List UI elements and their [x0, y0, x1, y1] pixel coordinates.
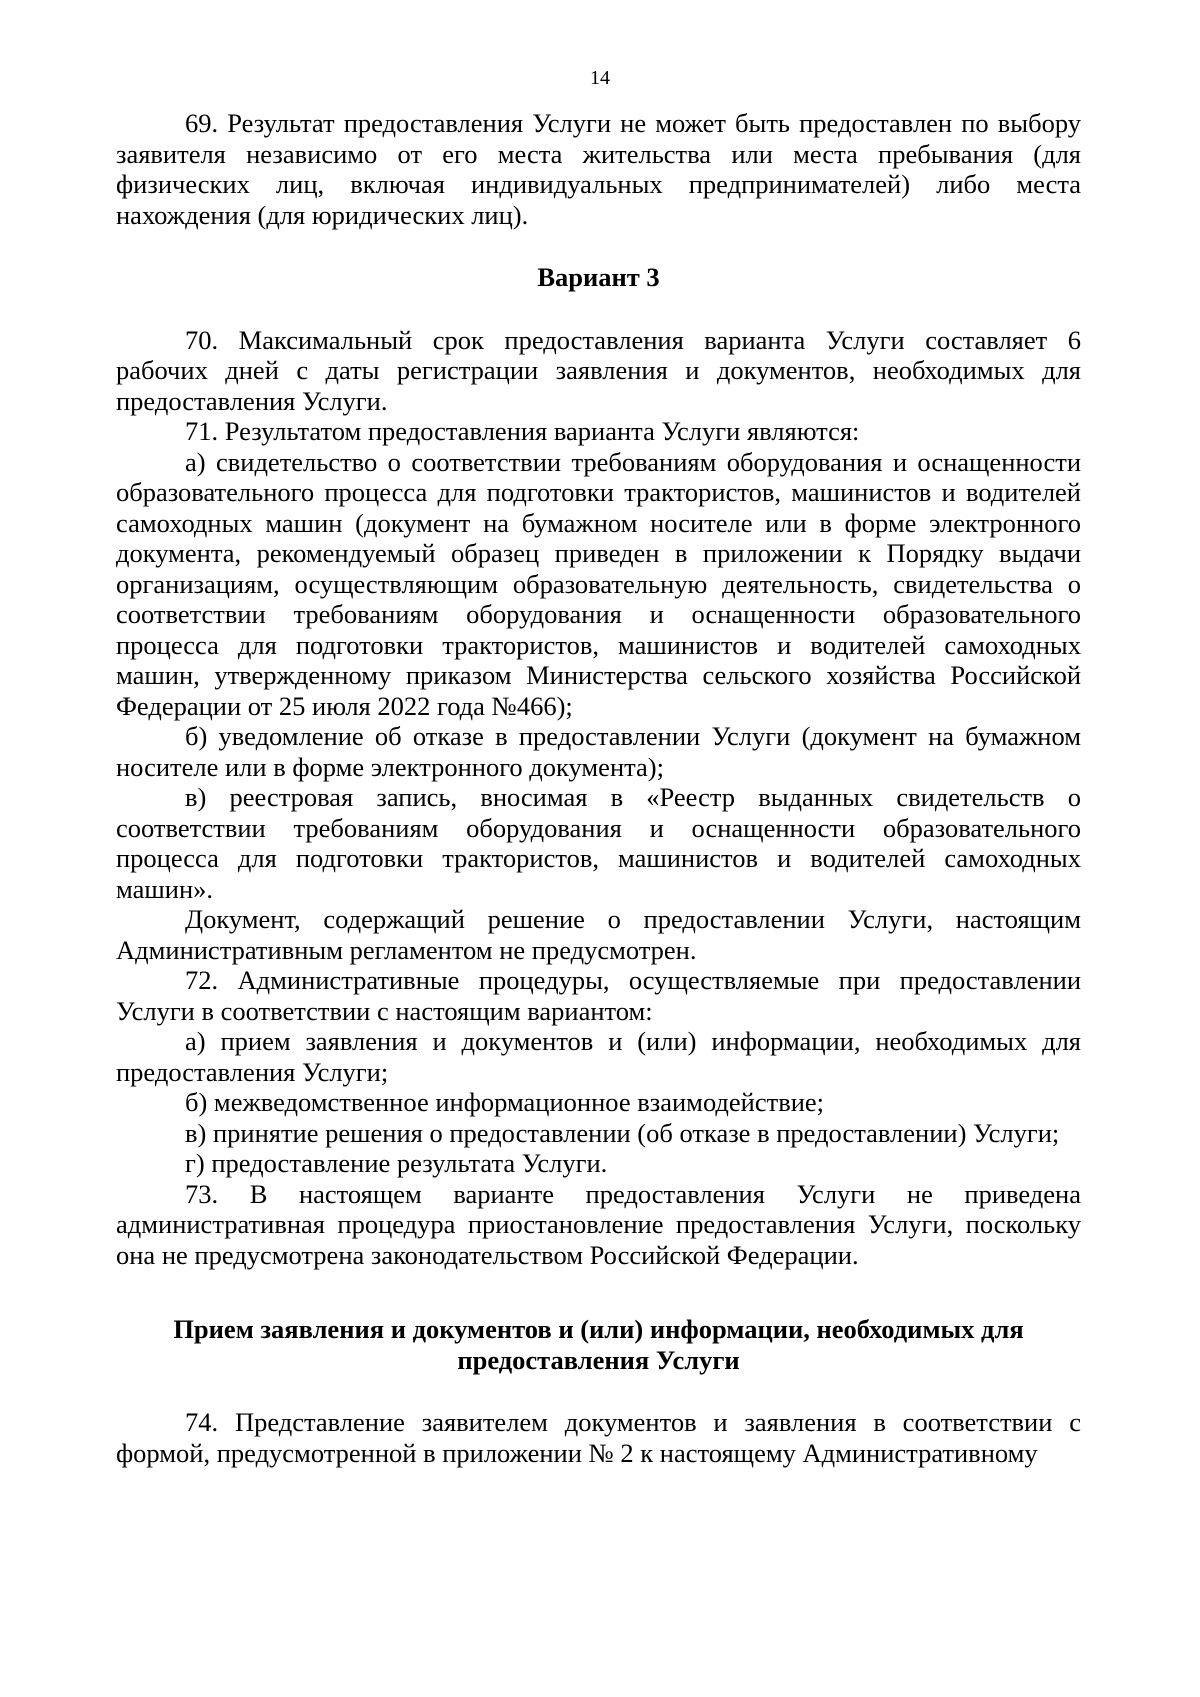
paragraph-71-v: в) реестровая запись, вносимая в «Реестр выданных свидетельств о соответствии требованиям оборудования и оснащенности образовательного процесса для подготовки трактористов, машинистов и водителей самоходных машин». — [116, 782, 1081, 904]
paragraph-72-g: г) предоставление результата Услуги. — [185, 1148, 608, 1178]
document-body — [116, 108, 1081, 1468]
heading-section-intake: Прием заявления и документов и (или) информации, необходимых для предоставления Услуги — [173, 1314, 1024, 1375]
heading-variant-3: Вариант 3 — [537, 262, 660, 292]
paragraph-71-a: а) свидетельство о соответствии требованиям оборудования и оснащенности образовательного процесса для подготовки трактористов, машинистов и водителей самоходных машин (документ на бумажном носителе или в форме электронного документа, рекомендуемый образец приведен в приложении к Порядку выдачи организациям, осуществляющим образовательную деятельность, свидетельства о соответствии требованиям оборудования и оснащенности образовательного процесса для подготовки трактористов, машинистов и водителей самоходных машин, утвержденному приказом Министерства сельского хозяйства Российской Федерации от 25 июля 2022 года №466); — [116, 446, 1081, 721]
paragraph-74: 74. Представление заявителем документов и заявления в соответствии с формой, предусмотренной в приложении № 2 к настоящему Административному — [116, 1407, 1081, 1468]
paragraph-72: 72. Административные процедуры, осуществляемые при предоставлении Услуги в соответствии с настоящим вариантом: — [116, 965, 1081, 1026]
paragraph-72-b: б) межведомственное информационное взаимодействие; — [185, 1087, 825, 1117]
paragraph-71-note: Документ, содержащий решение о предоставлении Услуги, настоящим Административным регламентом не предусмотрен. — [116, 904, 1081, 965]
paragraph-69: 69. Результат предоставления Услуги не может быть предоставлен по выбору заявителя независимо от его места жительства или места пребывания (для физических лиц, включая индивидуальных предпринимателей) либо места нахождения (для юридических лиц). — [116, 108, 1081, 230]
paragraph-73: 73. В настоящем варианте предоставления Услуги не приведена административная процедура приостановление предоставления Услуги, поскольку она не предусмотрена законодательством Российской Федерации. — [116, 1178, 1081, 1270]
paragraph-70: 70. Максимальный срок предоставления варианта Услуги составляет 6 рабочих дней с даты регистрации заявления и документов, необходимых для предоставления Услуги. — [116, 324, 1081, 416]
page-number: 14 — [590, 67, 610, 89]
paragraph-72-v: в) принятие решения о предоставлении (об отказе в предоставлении) Услуги; — [185, 1117, 1060, 1148]
paragraph-71: 71. Результатом предоставления варианта Услуги являются: — [185, 416, 860, 446]
paragraph-72-a: а) прием заявления и документов и (или) информации, необходимых для предоставления Услуги; — [116, 1026, 1081, 1087]
paragraph-71-b: б) уведомление об отказе в предоставлении Услуги (документ на бумажном носителе или в форме электронного документа); — [116, 721, 1081, 782]
section-spacer — [116, 1270, 1081, 1314]
